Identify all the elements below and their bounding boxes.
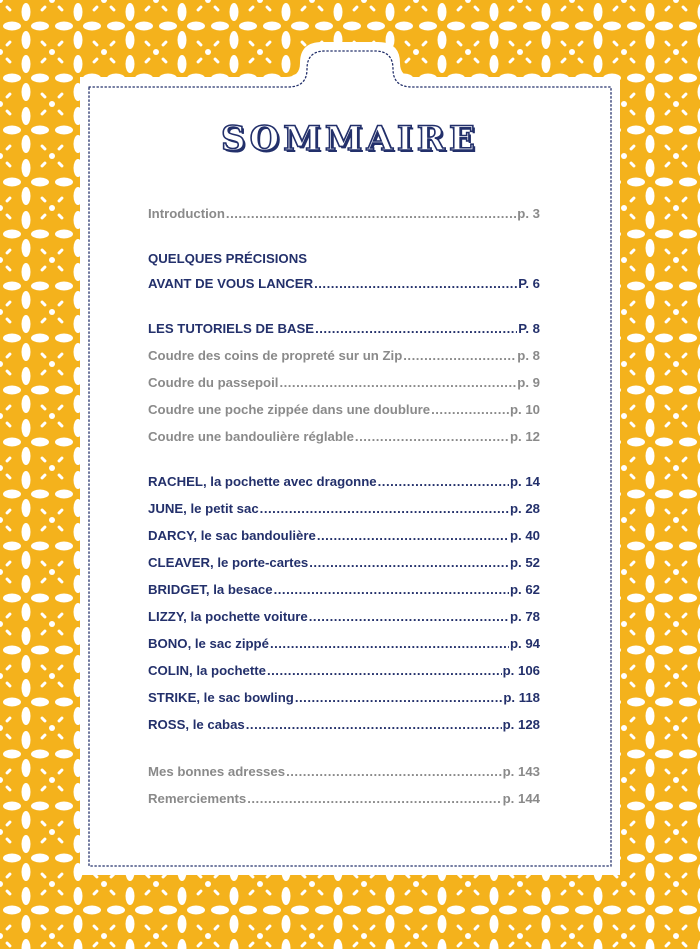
dot-leader [431,402,509,417]
toc-entry-page: p. 28 [509,501,540,516]
toc-entry-label: DARCY, le sac bandoulière [148,528,316,543]
toc-entry-label: RACHEL, la pochette avec dragonne [148,474,377,489]
card-background [80,42,620,875]
toc-entry-precisions-line1: QUELQUES PRÉCISIONS [148,251,308,266]
toc-entry-page: p. 3 [517,206,540,221]
toc-entry-project[interactable] [148,501,540,516]
toc-entry-adresses[interactable] [148,764,540,779]
toc-entry-page: p. 62 [509,582,540,597]
toc-entry-label: Coudre une bandoulière réglable [148,429,354,444]
dot-leader [295,690,503,705]
dot-leader [267,663,502,678]
dot-leader [355,429,509,444]
toc-entry-label: Remerciements [148,791,247,806]
toc-entry-page: p. 10 [509,402,540,417]
dot-leader [270,636,509,651]
toc-entry-page: p. 128 [502,717,540,732]
toc-entry-label: CLEAVER, le porte-cartes [148,555,309,570]
toc-entry-page: P. 6 [518,276,540,291]
toc-entry-introduction[interactable] [148,206,540,221]
toc-entry-label: BONO, le sac zippé [148,636,269,651]
toc-entry-project[interactable] [148,636,540,651]
toc-entry-label: BRIDGET, la besace [148,582,273,597]
toc-entry-precisions[interactable] [148,276,540,291]
toc-entry-page: p. 9 [517,375,540,390]
toc-entry-page: p. 118 [503,690,540,705]
toc-entry-label: LIZZY, la pochette voiture [148,609,308,624]
toc-entry-project[interactable] [148,582,540,597]
toc-entry-tutorial[interactable] [148,429,540,444]
toc-entry-project[interactable] [148,663,540,678]
page-title: SOMMAIRE [221,119,479,159]
toc-entry-page: p. 14 [509,474,540,489]
toc-entry-label: Introduction [148,206,225,221]
dot-leader [314,276,517,291]
toc-entry-page: p. 144 [502,791,540,806]
toc-entry-project[interactable] [148,555,540,570]
toc-entry-label: LES TUTORIELS DE BASE [148,321,315,336]
dot-leader [247,791,501,806]
dot-leader [260,501,509,516]
toc-entry-label: STRIKE, le sac bowling [148,690,294,705]
toc-entry-tutorial[interactable] [148,402,540,417]
dot-leader [315,321,517,336]
toc-entry-project[interactable] [148,474,540,489]
dot-leader [378,474,509,489]
dot-leader [279,375,516,390]
toc-entry-tutoriels[interactable] [148,321,540,336]
toc-entry-page: p. 94 [509,636,540,651]
toc-entry-label: Coudre une poche zippée dans une doublure [148,402,431,417]
dot-leader [317,528,509,543]
toc-entry-page: p. 143 [502,764,540,779]
toc-entry-page: p. 78 [509,609,540,624]
dot-leader [309,555,509,570]
toc-entry-remerciements[interactable] [148,791,540,806]
dot-leader [274,582,509,597]
toc-entry-label: ROSS, le cabas [148,717,245,732]
dot-leader [309,609,509,624]
toc-entry-page: p. 106 [502,663,540,678]
toc-entry-page: p. 52 [509,555,540,570]
toc-entry-label: Coudre du passepoil [148,375,279,390]
toc-entry-label: AVANT DE VOUS LANCER [148,276,314,291]
toc-entry-page: p. 8 [517,348,540,363]
toc-entry-page: P. 8 [518,321,540,336]
toc-entry-project[interactable] [148,690,540,705]
dot-leader [403,348,516,363]
toc-entry-tutorial[interactable] [148,348,540,363]
toc-entry-label: Coudre des coins de propreté sur un Zip [148,348,403,363]
toc-entry-page: p. 40 [509,528,540,543]
toc-entry-tutorial[interactable] [148,375,540,390]
toc-entry-project[interactable] [148,717,540,732]
toc-entry-label: COLIN, la pochette [148,663,266,678]
toc-entry-label: Mes bonnes adresses [148,764,286,779]
dot-leader [226,206,516,221]
dot-leader [286,764,502,779]
toc-entry-page: p. 12 [509,429,540,444]
toc-entry-label: JUNE, le petit sac [148,501,259,516]
dot-leader [246,717,502,732]
toc-entry-project[interactable] [148,609,540,624]
toc-entry-project[interactable] [148,528,540,543]
